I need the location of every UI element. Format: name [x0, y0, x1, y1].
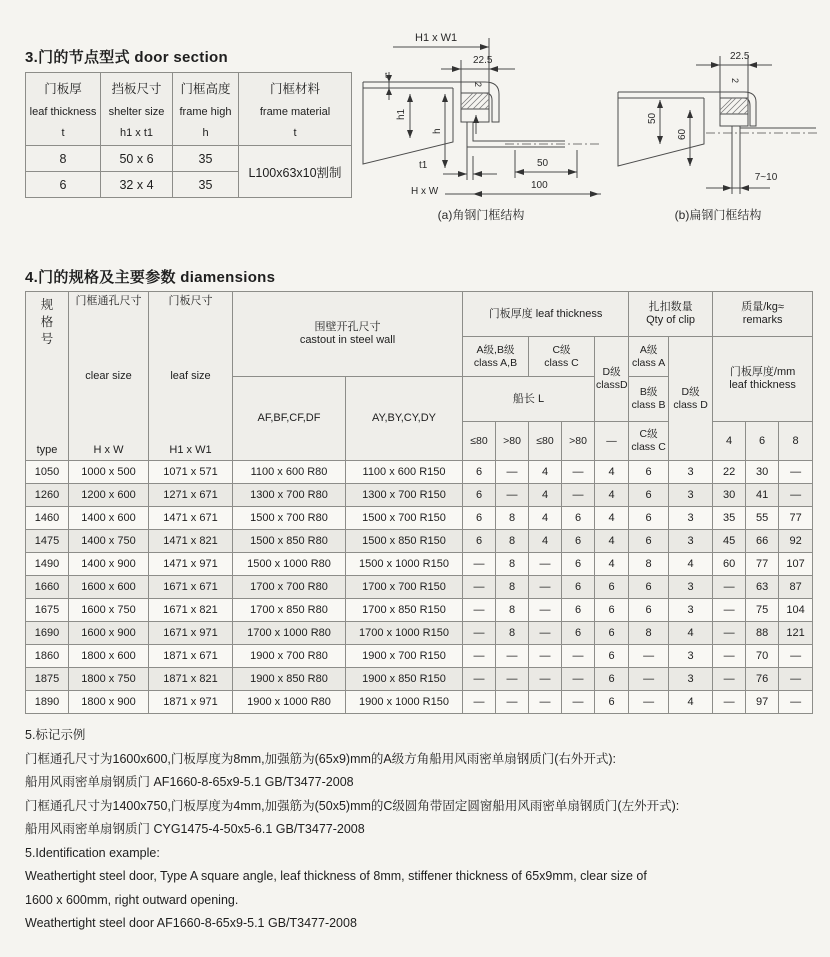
- header-en: leaf size: [170, 369, 211, 382]
- table-cell: 6: [463, 507, 496, 530]
- header-castout-y: AY,BY,CY,DY: [346, 377, 463, 461]
- table-cell: 3: [669, 484, 713, 507]
- table-cell: —: [779, 668, 813, 691]
- table-cell: 1671 x 971: [149, 622, 233, 645]
- table-cell: —: [562, 668, 595, 691]
- table-cell: 1500 x 850 R150: [346, 530, 463, 553]
- table-cell: 1600 x 900: [69, 622, 149, 645]
- table-cell: —: [529, 622, 562, 645]
- table-cell: —: [529, 668, 562, 691]
- header-cn: 挡板尺寸: [111, 82, 162, 97]
- header-le80: ≤80: [529, 422, 562, 461]
- table-cell: —: [713, 599, 746, 622]
- table-cell: 1671 x 671: [149, 576, 233, 599]
- header-cn: 门板厚度/mm: [729, 366, 796, 378]
- table-cell: 1800 x 900: [69, 691, 149, 714]
- table-cell: 35: [713, 507, 746, 530]
- table-cell: 3: [669, 507, 713, 530]
- dim-label-100: 100: [531, 180, 548, 191]
- table-cell: 1500 x 700 R150: [346, 507, 463, 530]
- table-cell: —: [562, 461, 595, 484]
- note-line: 门框通孔尺寸为1400x750,门板厚度为4mm,加强筋为(50x5)mm的C级圆角带固定圆窗船用风雨密单扇钢质门(左外开式):: [25, 798, 680, 813]
- section4-title: 4.门的规格及主要参数 diamensions: [25, 269, 276, 286]
- table-cell: —: [713, 668, 746, 691]
- table-cell: 4: [595, 507, 629, 530]
- table-cell: 1490: [26, 553, 69, 576]
- table-cell: 6: [595, 645, 629, 668]
- table-cell: 1890: [26, 691, 69, 714]
- table-cell: 6: [463, 484, 496, 507]
- header-cn: D级: [681, 385, 700, 398]
- table-row: [26, 599, 813, 622]
- table-cell: 1100 x 600 R150: [346, 461, 463, 484]
- table-cell: 1871 x 971: [149, 691, 233, 714]
- table-cell: —: [629, 668, 669, 691]
- dim-label-2: 2: [730, 78, 740, 84]
- dim-label-h1: h1: [396, 108, 407, 120]
- table-cell: 1500 x 850 R80: [233, 530, 346, 553]
- table-cell: —: [463, 691, 496, 714]
- table-cell: —: [496, 484, 529, 507]
- dim-label-22-5: 22.5: [730, 51, 750, 62]
- dim-label-h1w1: H1 x W1: [415, 32, 458, 44]
- table-cell: 1600 x 600: [69, 576, 149, 599]
- header-thickness-6: 6: [746, 422, 779, 461]
- header-en: shelter size: [108, 105, 165, 118]
- table-cell: 1260: [26, 484, 69, 507]
- table-cell: 55: [746, 507, 779, 530]
- header-clip-class-a: [629, 337, 669, 377]
- table-cell: 1800 x 600: [69, 645, 149, 668]
- header-sym: H1 x W1: [169, 444, 212, 456]
- table-cell: 1475: [26, 530, 69, 553]
- table-cell: 6: [562, 530, 595, 553]
- table-cell: 1471 x 671: [149, 507, 233, 530]
- header-sym: h: [202, 126, 209, 139]
- header-clip-class-c: [629, 422, 669, 461]
- header-sym: t: [61, 126, 65, 139]
- table-cell: 104: [779, 599, 813, 622]
- table-cell: —: [496, 645, 529, 668]
- table-cell: —: [463, 622, 496, 645]
- header-en: classD: [596, 379, 628, 391]
- header-clip-class-d: [669, 337, 713, 461]
- header-en: class C: [631, 441, 666, 453]
- table-cell: 41: [746, 484, 779, 507]
- header-cn: C级: [639, 428, 658, 440]
- table-cell: —: [779, 461, 813, 484]
- table-cell: 30: [746, 461, 779, 484]
- dim-label-hw: H x W: [411, 186, 439, 197]
- dim-label-h: h: [432, 128, 443, 134]
- table-cell: 1871 x 821: [149, 668, 233, 691]
- note-line: 船用风雨密单扇钢质门 AF1660-8-65x9-5.1 GB/T3477-2008: [25, 775, 354, 789]
- header-sym: t: [293, 126, 297, 139]
- table-row: [26, 645, 813, 668]
- header-cn: 门框通孔尺寸: [75, 295, 142, 307]
- table-cell: 92: [779, 530, 813, 553]
- table-cell: 8: [496, 530, 529, 553]
- table-cell: 8: [26, 146, 101, 172]
- diagram-a-caption: (a)角钢门框结构: [437, 208, 525, 222]
- table-cell: 1700 x 1000 R150: [346, 622, 463, 645]
- table-cell: 1700 x 700 R80: [233, 576, 346, 599]
- header-cn: A级,B级: [476, 343, 515, 356]
- dim-label-t1: t1: [419, 160, 428, 171]
- table-cell: 6: [562, 576, 595, 599]
- table-cell: 6: [595, 599, 629, 622]
- table-cell: 1471 x 971: [149, 553, 233, 576]
- table-cell: 1500 x 1000 R80: [233, 553, 346, 576]
- header-shelter-size: [101, 73, 173, 146]
- note-line: 门框通孔尺寸为1600x600,门板厚度为8mm,加强筋为(65x9)mm的A级方角船用风雨密单扇钢质门(右外开式):: [25, 751, 617, 766]
- table-cell: 6: [562, 599, 595, 622]
- table-cell: 6: [629, 576, 669, 599]
- table-cell: 30: [713, 484, 746, 507]
- header-mass: [713, 292, 813, 337]
- header-en: class A: [631, 356, 666, 369]
- note-line: 5.Identification example:: [25, 845, 160, 860]
- table-cell: 32 x 4: [101, 172, 173, 198]
- table-cell: 4: [529, 461, 562, 484]
- table-cell: —: [529, 576, 562, 599]
- table-cell: 4: [529, 507, 562, 530]
- header-en: clear size: [85, 369, 132, 382]
- table-cell: 63: [746, 576, 779, 599]
- identification-notes: [25, 724, 815, 936]
- table-cell: 6: [463, 461, 496, 484]
- door-table-header-row: [26, 73, 352, 146]
- table-cell: —: [529, 553, 562, 576]
- dim-label-50: 50: [537, 158, 549, 169]
- header-cn: 门框高度: [180, 82, 231, 97]
- table-cell: 6: [562, 507, 595, 530]
- header-cn: 围壁开孔尺寸: [314, 321, 381, 333]
- header-leaf-size: [149, 292, 233, 461]
- header-en: class D: [673, 398, 708, 411]
- header-class-c: [529, 337, 595, 377]
- header-en: class A,B: [473, 356, 518, 369]
- header-sym: h1 x t1: [119, 126, 154, 139]
- table-cell: 4: [595, 530, 629, 553]
- table-row: [26, 622, 813, 645]
- table-cell: 4: [595, 484, 629, 507]
- table-cell: —: [629, 691, 669, 714]
- table-cell: 1400 x 600: [69, 507, 149, 530]
- table-cell: 1400 x 900: [69, 553, 149, 576]
- notes-title: 5.标记示例: [25, 728, 86, 742]
- table-cell: 1800 x 750: [69, 668, 149, 691]
- table-cell: 6: [595, 622, 629, 645]
- table-cell: 1300 x 700 R80: [233, 484, 346, 507]
- table-cell: —: [562, 484, 595, 507]
- table-cell: 4: [669, 553, 713, 576]
- table-cell: 1471 x 821: [149, 530, 233, 553]
- table-cell: 77: [779, 507, 813, 530]
- table-cell: 1675: [26, 599, 69, 622]
- header-class-d: [595, 337, 629, 422]
- table-row: [26, 461, 813, 484]
- header-thickness-8: 8: [779, 422, 813, 461]
- header-leaf-thickness-group: 门板厚度 leaf thickness: [463, 292, 629, 337]
- table-row: [26, 576, 813, 599]
- header-en: Qty of clip: [646, 314, 696, 326]
- table-cell: 1700 x 1000 R80: [233, 622, 346, 645]
- header-en: class B: [631, 399, 666, 411]
- table-cell: —: [463, 553, 496, 576]
- table-row: [26, 484, 813, 507]
- table-cell: 70: [746, 645, 779, 668]
- header-type-en: type: [36, 444, 58, 456]
- note-line: 船用风雨密单扇钢质门 CYG1475-4-50x5-6.1 GB/T3477-2008: [25, 822, 365, 836]
- table-cell: —: [713, 645, 746, 668]
- note-line: 1600 x 600mm, right outward opening.: [25, 892, 239, 907]
- table-cell: 8: [496, 599, 529, 622]
- header-cn: 门板厚: [44, 82, 82, 97]
- table-cell: 1900 x 700 R150: [346, 645, 463, 668]
- header-frame-material: [239, 73, 352, 146]
- frame-material-cell: L100x63x10割制: [239, 146, 352, 198]
- table-cell: 4: [669, 691, 713, 714]
- table-cell: 35: [173, 172, 239, 198]
- table-cell: 66: [746, 530, 779, 553]
- header-le80: ≤80: [463, 422, 496, 461]
- table-cell: —: [463, 645, 496, 668]
- table-cell: 121: [779, 622, 813, 645]
- table-cell: 75: [746, 599, 779, 622]
- table-cell: 1900 x 850 R80: [233, 668, 346, 691]
- table-cell: —: [713, 576, 746, 599]
- table-cell: 1660: [26, 576, 69, 599]
- table-cell: 8: [496, 553, 529, 576]
- header-cn: A级: [639, 343, 658, 356]
- header-en: castout in steel wall: [299, 334, 396, 346]
- table-cell: —: [463, 576, 496, 599]
- table-cell: 1900 x 700 R80: [233, 645, 346, 668]
- table-cell: 8: [629, 622, 669, 645]
- table-cell: 1900 x 1000 R150: [346, 691, 463, 714]
- dim-label-7-10: 7~10: [754, 172, 778, 183]
- table-row: [26, 691, 813, 714]
- dim-label-22-5: 22.5: [473, 55, 493, 66]
- header-cn: D级: [602, 366, 621, 378]
- header-en: class C: [544, 356, 579, 369]
- header-thickness-4: 4: [713, 422, 746, 461]
- table-cell: 6: [595, 668, 629, 691]
- table-cell: 3: [669, 530, 713, 553]
- header-cn: C级: [552, 343, 571, 356]
- gasket-hatch: [461, 93, 489, 109]
- table-cell: 8: [629, 553, 669, 576]
- header-row-1: [26, 292, 813, 337]
- table-cell: 1500 x 700 R80: [233, 507, 346, 530]
- note-line: Weathertight steel door, Type A square angle, leaf thickness of 8mm, stiffener thickness of 65x9mm, clear size of: [25, 869, 647, 883]
- header-cn: 门框材料: [269, 82, 320, 97]
- dim-label-t: t: [385, 71, 388, 80]
- door-section-table: [25, 72, 352, 198]
- header-cn: 门板尺寸: [168, 295, 213, 307]
- table-cell: 3: [669, 599, 713, 622]
- header-clear-size: [69, 292, 149, 461]
- table-row: [26, 668, 813, 691]
- header-en: leaf thickness: [29, 105, 97, 118]
- table-cell: 1900 x 850 R150: [346, 668, 463, 691]
- table-cell: 3: [669, 576, 713, 599]
- table-cell: 6: [629, 530, 669, 553]
- table-cell: 8: [496, 622, 529, 645]
- table-cell: 3: [669, 668, 713, 691]
- table-cell: 1460: [26, 507, 69, 530]
- table-row: [26, 507, 813, 530]
- section3-title: 3.门的节点型式 door section: [25, 49, 228, 66]
- table-cell: 1690: [26, 622, 69, 645]
- diagram-b-caption: (b)扁钢门框结构: [674, 208, 762, 222]
- table-cell: 77: [746, 553, 779, 576]
- header-frame-high: [173, 73, 239, 146]
- table-cell: 4: [595, 461, 629, 484]
- table-cell: 60: [713, 553, 746, 576]
- table-cell: —: [529, 691, 562, 714]
- header-en: remarks: [742, 314, 783, 326]
- table-cell: —: [496, 461, 529, 484]
- table-cell: 1700 x 700 R150: [346, 576, 463, 599]
- header-castout-f: AF,BF,CF,DF: [233, 377, 346, 461]
- table-cell: —: [713, 622, 746, 645]
- header-en: frame material: [259, 105, 331, 118]
- table-cell: 8: [496, 507, 529, 530]
- table-cell: 6: [629, 484, 669, 507]
- dim-label-50: 50: [647, 112, 658, 124]
- gasket-hatch: [720, 98, 748, 114]
- diagram-flat-frame: [608, 16, 826, 230]
- table-cell: 1400 x 750: [69, 530, 149, 553]
- table-cell: —: [713, 691, 746, 714]
- table-cell: 6: [629, 599, 669, 622]
- table-cell: 6: [595, 576, 629, 599]
- table-cell: 1671 x 821: [149, 599, 233, 622]
- table-row: [26, 146, 352, 172]
- table-cell: 1600 x 750: [69, 599, 149, 622]
- table-cell: 6: [562, 553, 595, 576]
- table-cell: 1900 x 1000 R80: [233, 691, 346, 714]
- table-cell: —: [779, 691, 813, 714]
- table-cell: 76: [746, 668, 779, 691]
- diagram-angle-frame: [355, 16, 607, 230]
- table-cell: 6: [629, 461, 669, 484]
- table-cell: 1271 x 671: [149, 484, 233, 507]
- header-type-cn: 规格号: [40, 298, 54, 346]
- table-cell: 1100 x 600 R80: [233, 461, 346, 484]
- table-cell: 107: [779, 553, 813, 576]
- table-cell: 97: [746, 691, 779, 714]
- table-cell: —: [779, 484, 813, 507]
- header-en: leaf thickness: [729, 379, 796, 391]
- table-cell: —: [562, 691, 595, 714]
- header-castout: [233, 292, 463, 377]
- table-cell: 8: [496, 576, 529, 599]
- dim-label-60: 60: [677, 128, 688, 140]
- table-cell: —: [529, 599, 562, 622]
- header-cn: 质量/kg≈: [741, 301, 784, 313]
- table-cell: —: [496, 668, 529, 691]
- table-cell: —: [629, 645, 669, 668]
- table-cell: 6: [26, 172, 101, 198]
- table-cell: 1860: [26, 645, 69, 668]
- table-cell: 35: [173, 146, 239, 172]
- table-row: [26, 553, 813, 576]
- table-cell: 1300 x 700 R150: [346, 484, 463, 507]
- header-gt80: >80: [496, 422, 529, 461]
- table-cell: 6: [463, 530, 496, 553]
- table-cell: —: [463, 599, 496, 622]
- table-cell: 1200 x 600: [69, 484, 149, 507]
- header-mass-leaf-thickness: [713, 337, 813, 422]
- header-gt80: >80: [562, 422, 595, 461]
- table-cell: 4: [595, 553, 629, 576]
- header-clip-qty: [629, 292, 713, 337]
- table-cell: 1000 x 500: [69, 461, 149, 484]
- note-line: Weathertight steel door AF1660-8-65x9-5.1 GB/T3477-2008: [25, 916, 357, 930]
- header-class-ab: [463, 337, 529, 377]
- table-cell: —: [779, 645, 813, 668]
- table-cell: 6: [562, 622, 595, 645]
- table-cell: 1875: [26, 668, 69, 691]
- table-cell: 45: [713, 530, 746, 553]
- table-cell: 1071 x 571: [149, 461, 233, 484]
- table-cell: —: [496, 691, 529, 714]
- table-cell: 4: [669, 622, 713, 645]
- header-cn: B级: [639, 386, 658, 398]
- table-cell: 87: [779, 576, 813, 599]
- dim-label-2: 2: [473, 82, 483, 88]
- dimensions-table-body: [26, 461, 813, 714]
- header-leaf-thickness: [26, 73, 101, 146]
- header-ship-length: 船长 L: [463, 377, 595, 422]
- table-cell: 1700 x 850 R150: [346, 599, 463, 622]
- table-cell: 1700 x 850 R80: [233, 599, 346, 622]
- table-cell: 88: [746, 622, 779, 645]
- table-cell: 22: [713, 461, 746, 484]
- table-cell: —: [463, 668, 496, 691]
- dimensions-table: [25, 291, 813, 714]
- table-cell: 4: [529, 530, 562, 553]
- header-dash: —: [595, 422, 629, 461]
- table-cell: 6: [595, 691, 629, 714]
- table-cell: 1871 x 671: [149, 645, 233, 668]
- header-type: [26, 292, 69, 461]
- header-cn: 扎扣数量: [648, 301, 693, 313]
- table-cell: 4: [529, 484, 562, 507]
- table-cell: 3: [669, 461, 713, 484]
- header-clip-class-b: [629, 377, 669, 422]
- table-cell: 1500 x 1000 R150: [346, 553, 463, 576]
- table-cell: 1050: [26, 461, 69, 484]
- header-en: frame high: [179, 105, 232, 118]
- table-cell: —: [529, 645, 562, 668]
- header-sym: H x W: [93, 444, 124, 456]
- table-cell: 3: [669, 645, 713, 668]
- table-cell: 6: [629, 507, 669, 530]
- table-row: [26, 530, 813, 553]
- table-cell: 50 x 6: [101, 146, 173, 172]
- table-cell: —: [562, 645, 595, 668]
